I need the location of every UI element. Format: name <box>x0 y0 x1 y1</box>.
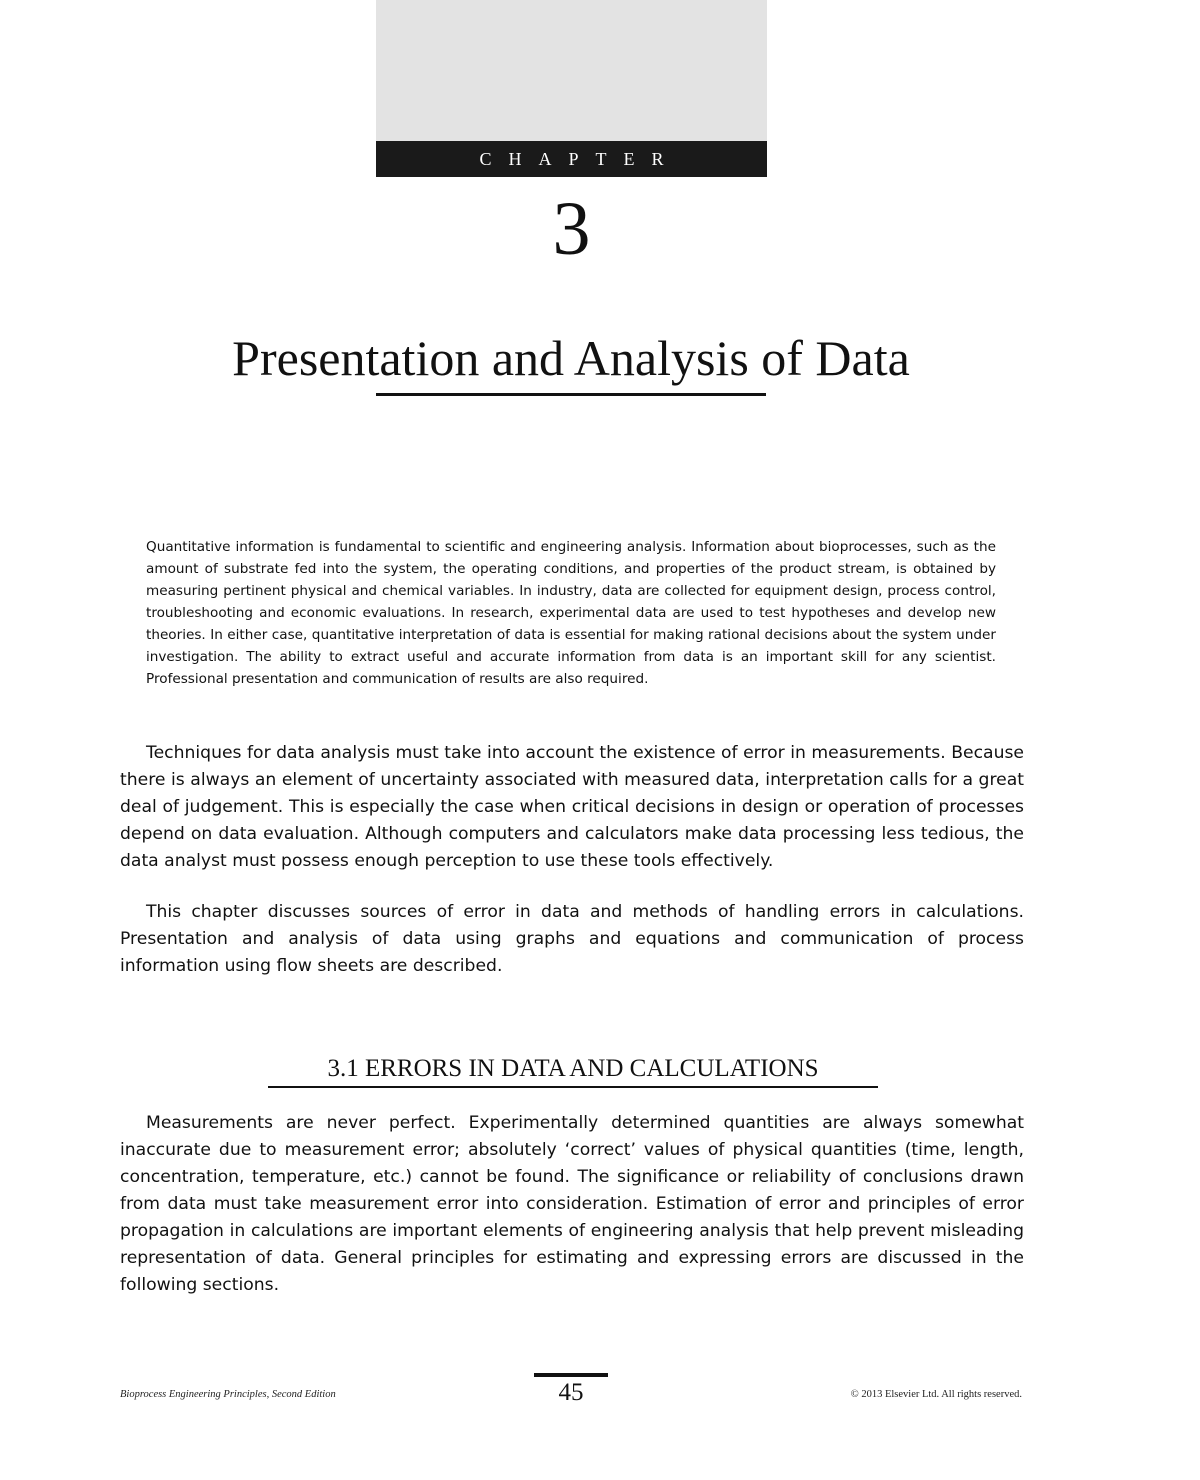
title-underline <box>376 393 766 396</box>
intro-paragraph-2: This chapter discusses sources of error in data and methods of handling errors in calculations. Presentation and analysis of data using graphs and equations and communication of process information using flow sheets are described. <box>120 902 1024 976</box>
section-heading: 3.1 ERRORS IN DATA AND CALCULATIONS <box>327 1055 819 1082</box>
page-number: 45 <box>558 1379 584 1406</box>
chapter-header-block <box>376 0 767 141</box>
section-paragraph-1: Measurements are never perfect. Experimentally determined quantities are always somewhat inaccurate due to measurement error; absolutely ‘correct’ values of physical quantities (time, length, concentration, temperature, etc.) cannot be found. The significance or reliability of conclusions drawn from data must take measurement error into consideration. Estimation of error and principles of error propagation in calculations are important elements of engineering analysis that help prevent misleading representation of data. General principles for estimating and expressing errors are discussed in the following sections. <box>120 1113 1024 1295</box>
intro-paragraph-1: Techniques for data analysis must take into account the existence of error in measurements. Because there is always an element of uncertainty associated with measured data, interpretation calls for a great deal of judgement. This is especially the case when critical decisions in design or operation of processes depend on data evaluation. Although computers and calculators make data processing less tedious, the data analyst must possess enough perception to use these tools effectively. <box>120 743 1024 871</box>
footer-rule <box>534 1373 608 1377</box>
chapter-title: Presentation and Analysis of Data <box>232 330 910 386</box>
chapter-label: CHAPTER <box>376 141 767 177</box>
chapter-number: 3 <box>552 187 591 271</box>
chapter-abstract: Quantitative information is fundamental to scientific and engineering analysis. Information about bioprocesses, such as the amount of substrate fed into the system, the operating conditions, and properties of the product stream, is obtained by measuring pertinent physical and chemical variables. In industry, data are collected for equipment design, process control, troubleshooting and economic evaluations. In research, experimental data are used to test hypotheses and develop new theories. In either case, quantitative interpretation of data is essential for making rational decisions about the system under investigation. The ability to extract useful and accurate information from data is an important skill for any scientist. Professional presentation and communication of results are also required. <box>146 539 996 687</box>
book-title: Bioprocess Engineering Principles, Second Edition <box>120 1389 336 1400</box>
section-underline <box>268 1086 878 1088</box>
copyright-notice: © 2013 Elsevier Ltd. All rights reserved. <box>850 1389 1022 1400</box>
